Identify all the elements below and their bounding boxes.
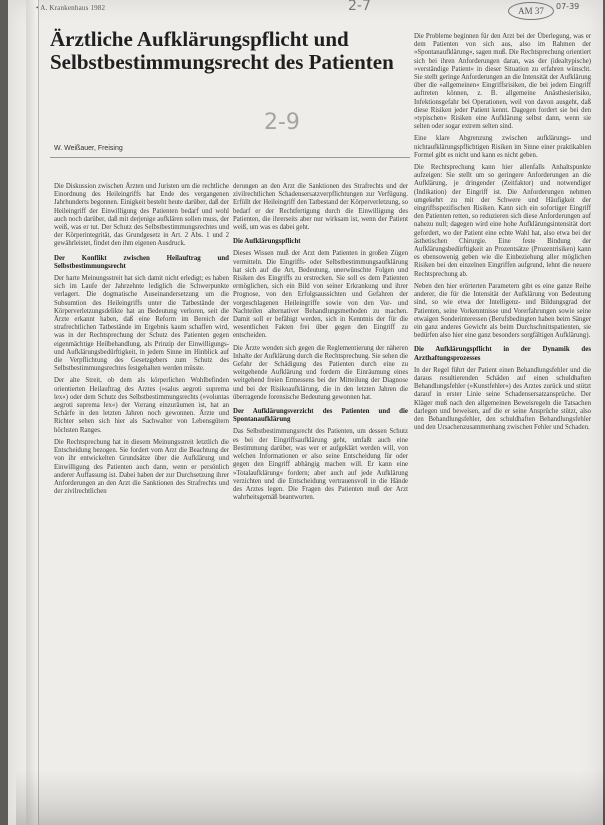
paragraph: In der Regel führt der Patient einen Behandlungsfehler und die daraus resultierenden Schäden auf einen schuldhaften Behandlungsfehler (»Kunstfehler«) des Arztes zurück und stützt darauf in erster Linie seine Schadensersatzansprüche. Der Kläger muß nach den allgemeinen Beweisregeln die Tatsachen darlegen und beweisen, auf die er seine Ansprüche stützt, also den Behandlungsfehler, den schuldhaften Behandlungsfehler und den Ursachenzusammenhang zwischen Fehler und Schaden.	[414, 366, 591, 432]
paragraph: Die Probleme beginnen für den Arzt bei der Überlegung, was er dem Patienten von sich aus, also im Rahmen der »Spontanaufklärung«, sagen muß. Die Rechtsprechung orientiert sich bei ihren Anforderungen daran, was der (idealtypische) »verständige Patient« in dieser Situation zu erfahren wünscht. Sie stellt geringe Anforderungen an die Intensität der Aufklärung über die »allgemeinen« Eingriffsrisiken, die bei jedem Eingriff auftreten können, z. B. allgemeine Anästhesierisiko, Infektionsgefahr bei Operationen, weil von davon ausgeht, daß diese Risiken jeder Patient kennt. Dagegen fordert sie bei den »typischen« Risiken eine Aufklärung selbst dann, wenn sie selten oder sogar extrem selten sind.	[414, 33, 591, 131]
title-rule	[50, 157, 410, 158]
paragraph: Die Diskussion zwischen Ärzten und Juristen um die rechtliche Einordnung des Heileingriffs hat Ende des vergangenen Jahrhunderts begonnen. Einigkeit besteht heute darüber, daß der Heileingriff der Einwilligung des Patienten bedarf und wohl auch noch darüber, daß mit derjenige aufklären sollen muss, der weiß, was er tut. Der Schutz des Selbstbestimmungsrechtes und der Körperintegrität, das Grundgesetz in Art. 2 Abs. 1 und 2 gewährleistet, findet den ihm eigenen Ausdruck.	[54, 183, 229, 248]
paragraph: Das Selbstbestimmungsrecht des Patienten, um dessen Schutz es bei der Eingriffsaufklärung geht, umfaßt auch eine Bestimmung darüber, was wer er aufgeklärt werden will, von welchen Informationen er also seine Entscheidung für oder gegen den Eingriff abhängig machen will. Er kann eine »Totalaufklärung« fordern; aber auch auf jede Aufklärung verzichten und die Entscheidung vertrauensvoll in die Hände des Arztes legen. Die Fragen des Patienten muß der Arzt wahrheitsgemäß beantworten.	[233, 428, 408, 502]
column-3	[414, 33, 591, 436]
paragraph: Dieses Wissen muß der Arzt dem Patienten in großen Zügen vermitteln. Die Eingriffs- oder Selbstbestimmungsaufklärung hat sich auf die Art, Bedeutung, unerwünschte Folgen und Risiken des Eingriffs zu erstrecken. Sie soll es dem Patienten ermöglichen, sich ein Bild von seiner Erkrankung und ihrer Prognose, von den Erfolgsaussichten und Gefahren der vorgeschlagenen Heileingriffe sowie von den Vor- und Nachteilen alternativer Behandlungsmethoden zu machen. Damit soll er befähigt werden, sich in Kenntnis der für die wesentlichen Fakten frei über gegen den Eingriff zu entscheiden.	[233, 250, 408, 340]
corner-note: 07-39	[556, 2, 580, 11]
scan-shadow	[16, 770, 605, 825]
column-1	[54, 183, 229, 500]
paragraph: Die Rechtsprechung hat in diesem Meinungsstreit letztlich die Entscheidung bezogen. Sie fordert vom Arzt die Beachtung der von ihr entwickelten Grundsätze über die Aufklärung und Einwilligung des Patienten auch dann, wenn er persönlich anderer Auffassung ist. Dabei haben der zur Durchsetzung ihrer Anforderungen an den Arzt die Sanktionen des Strafrechts und der zivilrechtlichen	[54, 438, 229, 496]
section-heading: Der Aufklärungsverzicht des Patienten und die Spontanaufklärung	[233, 408, 408, 424]
journal-header: • A. Krankenhaus 1982	[36, 4, 106, 12]
paragraph: Eine klare Abgrenzung zwischen aufklärungs- und nichtaufklärungspflichtigen Risiken im Sinne einer praktikablen Formel gibt es nicht und kann es nicht geben.	[414, 135, 591, 159]
handwritten-note-top: 2-7	[348, 0, 371, 14]
paragraph: Neben den hier erörterten Parametern gibt es eine ganze Reihe anderer, die für die Intensität der Aufklärung von Bedeutung sind, so wie etwa der Intelligenz- und Bildungsgrad der Patienten, seine Vorkenntnisse und Vorerfahrungen sowie seine etwaigen Sonderinteressen (Berufsbedingten haben beim Sänger ein ganz anderes Gewicht als beim Durchschnittspatienten, sie bedürfen also hier eine ganz besonders sorgfältigen Aufklärung).	[414, 282, 591, 340]
paragraph: Die Ärzte wenden sich gegen die Reglementierung der näheren Inhalte der Aufklärung durch die Rechtsprechung. Sie sehen die Gefahr der Schädigung des Patienten durch eine zu weitgehende Aufklärung und fordern die Einräumung eines weitgehend freien Ermessens bei der Mitteilung der Diagnose und bei der Risikoaufklärung, die in den letzten Jahren die überragende forensische Bedeutung gewonnen hat.	[233, 344, 408, 401]
page-binding-edge	[26, 0, 39, 825]
article-author: W. Weißauer, Freising	[54, 145, 123, 152]
article-title: Ärztliche Aufklärungspflicht und Selbstbestimmungsrecht des Patienten	[50, 27, 394, 74]
paragraph: Der alte Streit, ob dem als körperlichen Wohlbefinden orientierten Heilauftrag des Arztes (»salus aegroti suprema lex«) oder dem Schutz des Selbstbestimmungsrechts (»voluntas aegroti suprema lex«) der Vorrang einzuräumen ist, hat an Schärfe in den letzten Jahren noch gewonnen. Ärzte und Richter sehen sich hier als Sachwalter von Lebensgütern höchsten Ranges.	[54, 377, 229, 434]
paragraph: Der harte Meinungsstreit hat sich damit nicht erledigt; es haben sich im Laufe der Jahrzehnte lediglich die Schwerpunkte verlagert. Die dogmatische Auseinandersetzung um die Subsumtion des Heileingriffs unter die Tatbestände der Körperverletzungsdelikte hat an Bedeutung verloren, seit die Ärzte erkannt haben, daß eine Reform im Bereich der strafrechtlichen Tatbestände im Ergebnis kaum schaffen wird, was in der Rechtsprechung der Schutz des Patienten gegen eigenmächtige Heilbehandlung, als Prinzip der Einwilligungs- und Aufklärungsbedürftigkeit, in jedem Sinne im Hinblick auf die Verpflichtung des Gesetzgebers zum Schutz des Selbstbestimmungsrechtes festgehalten werden müsste.	[54, 275, 229, 373]
section-heading: Die Aufklärungspflicht	[233, 238, 301, 246]
section-heading: Die Aufklärungspflicht in der Dynamik des Arzthaftungsprozesses	[414, 346, 591, 362]
handwritten-note-middle: 2-9	[264, 110, 300, 135]
section-heading: Der Konflikt zwischen Heilauftrag und Selbstbestimmungsrecht	[54, 254, 229, 270]
archive-stamp: AM 37	[508, 2, 554, 20]
column-2	[233, 183, 408, 506]
paragraph: derungen an den Arzt die Sanktionen des Strafrechts und der zivilrechtlichen Schadensersatzverpflichtungen zur Verfügung. Erfüllt der Heileingriff den Tatbestand der Körperverletzung, so bedarf er der Rechtfertigung durch die Einwilligung des Patienten, die ihrerseits aber nur wirksam ist, wenn der Patient weiß, um was es dabei geht.	[233, 183, 408, 232]
paragraph: Die Rechtsprechung kann hier allenfalls Anhaltspunkte aufzeigen: Sie stellt um so geringere Anforderungen an die Aufklärung, je dringender (Zeitfaktor) und notwendiger (Indikation) der Eingriff ist. Die Anforderungen nehmen umgekehrt zu mit der Schwere und Häufigkeit der eingriffsspezifischen Risiken. Kann sich ein sofortiger Eingriff den Patienten retten, so reduzieren sich diese Anforderungen auf nahezu null; dagegen wird eine hohe Aufklärungsintensität dort gefordert, wo der Patient eine echte Wahl hat, also etwa bei der ästhetischen Chirurgie. Eine feste Bindung der Aufklärungsbedürftigkeit an Prozentsätze (Prozentrisiken) kann es ebensowenig geben wie die Einbeziehung aller möglichen Risiken bei den einzelnen Eingriffen aufgrund, lehnt die neuere Rechtsprechung ab.	[414, 164, 591, 278]
